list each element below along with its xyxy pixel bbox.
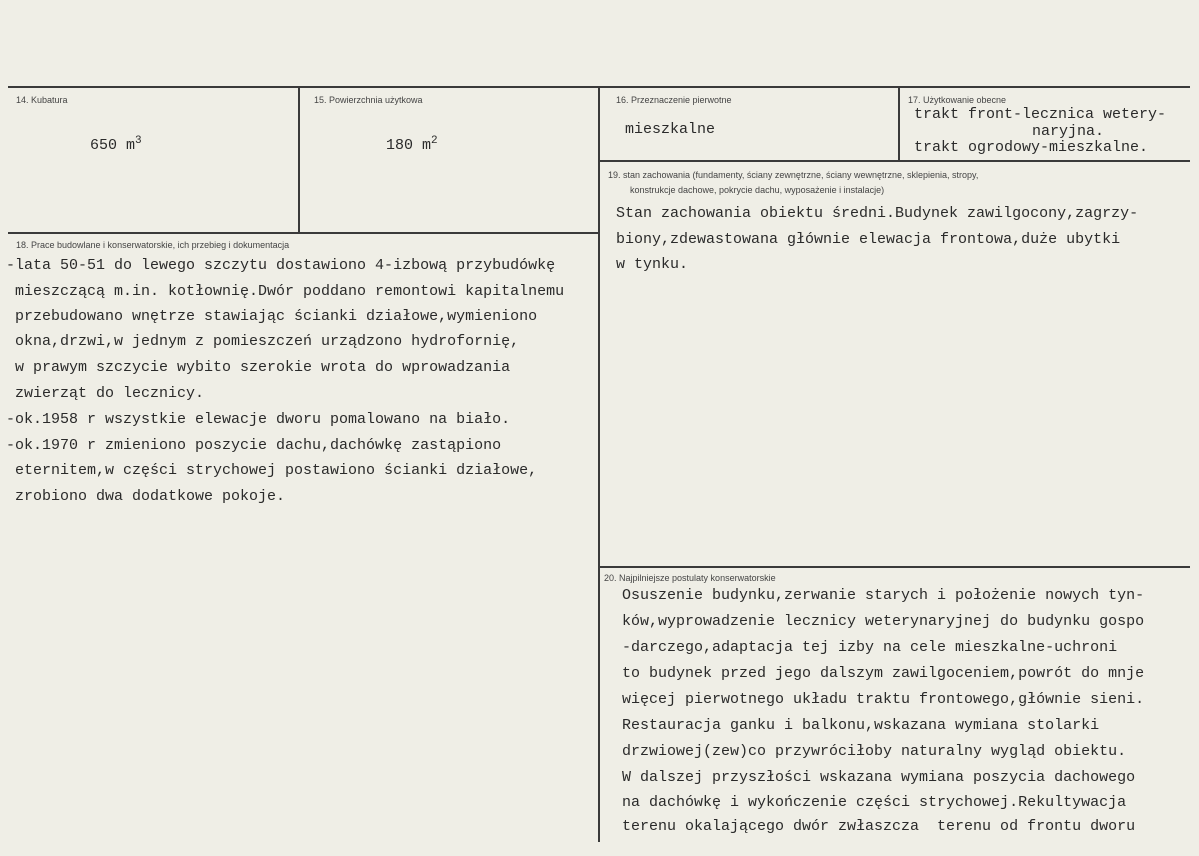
field-19-label-2: konstrukcje dachowe, pokrycie dachu, wyposażenie i instalacje) bbox=[630, 185, 885, 195]
field-20-line: więcej pierwotnego układu traktu frontowego,głównie sieni. bbox=[622, 691, 1145, 708]
field-16-label: 16. Przeznaczenie pierwotne bbox=[616, 95, 732, 105]
field-18-line: zrobiono dwa dodatkowe pokoje. bbox=[6, 488, 286, 505]
rule-under-16-17 bbox=[600, 160, 1190, 162]
area-unit-sup: 2 bbox=[431, 135, 438, 147]
divider-15-16 bbox=[598, 86, 600, 842]
divider-14-15 bbox=[298, 86, 300, 234]
field-16-value: mieszkalne bbox=[625, 121, 716, 138]
field-20-line: W dalszej przyszłości wskazana wymiana poszycia dachowego bbox=[622, 769, 1136, 786]
field-17-line-1: trakt front-lecznica wetery- bbox=[914, 106, 1167, 123]
field-19-line: w tynku. bbox=[616, 256, 689, 273]
area-value: 180 m bbox=[386, 137, 432, 154]
field-20-line: drzwiowej(zew)co przywróciłoby naturalny wygląd obiektu. bbox=[622, 743, 1127, 760]
divider-16-17 bbox=[898, 86, 900, 161]
field-17-line-3: trakt ogrodowy-mieszkalne. bbox=[914, 139, 1149, 156]
field-18-line: okna,drzwi,w jednym z pomieszczeń urządzono hydrofornię, bbox=[6, 333, 520, 350]
field-18-line: -ok.1970 r zmieniono poszycie dachu,dachówkę zastąpiono bbox=[6, 437, 502, 454]
field-18-line: zwierząt do lecznicy. bbox=[6, 385, 205, 402]
field-18-line: w prawym szczycie wybito szerokie wrota do wprowadzania bbox=[6, 359, 511, 376]
cubature-unit-sup: 3 bbox=[135, 135, 142, 147]
field-20-line: -darczego,adaptacja tej izby na cele mieszkalne-uchroni bbox=[622, 639, 1118, 656]
field-19-line: Stan zachowania obiektu średni.Budynek zawilgocony,zagrzy- bbox=[616, 205, 1139, 222]
field-15-label: 15. Powierzchnia użytkowa bbox=[314, 95, 423, 105]
field-18-label: 18. Prace budowlane i konserwatorskie, ich przebieg i dokumentacja bbox=[16, 240, 290, 250]
field-15-value bbox=[368, 118, 438, 154]
field-20-line: to budynek przed jego dalszym zawilgoceniem,powrót do mnje bbox=[622, 665, 1145, 682]
field-20-label: 20. Najpilniejsze postulaty konserwatorskie bbox=[604, 573, 776, 583]
field-18-line: -lata 50-51 do lewego szczytu dostawiono 4-izbową przybudówkę bbox=[6, 257, 556, 274]
rule-under-19 bbox=[600, 566, 1190, 568]
field-20-line: na dachówkę i wykończenie części strychowej.Rekultywacja bbox=[622, 794, 1127, 811]
cubature-value: 650 m bbox=[90, 137, 136, 154]
field-19-line: biony,zdewastowana głównie elewacja frontowa,duże ubytki bbox=[616, 231, 1121, 248]
field-20-line: ków,wyprowadzenie lecznicy weterynaryjnej do budynku gospo bbox=[622, 613, 1145, 630]
field-18-line: eternitem,w części strychowej postawiono ścianki działowe, bbox=[6, 462, 538, 479]
field-18-line: -ok.1958 r wszystkie elewacje dworu pomalowano na biało. bbox=[6, 411, 511, 428]
field-14-label: 14. Kubatura bbox=[16, 95, 68, 105]
field-20-line: terenu okalającego dwór zwłaszcza terenu od frontu dworu bbox=[622, 818, 1136, 835]
field-20-line: Restauracja ganku i balkonu,wskazana wymiana stolarki bbox=[622, 717, 1100, 734]
field-18-line: przebudowano wnętrze stawiając ścianki działowe,wymieniono bbox=[6, 308, 538, 325]
field-14-value bbox=[72, 118, 142, 154]
rule-under-14-15 bbox=[8, 232, 598, 234]
field-17-label: 17. Użytkowanie obecne bbox=[908, 95, 1007, 105]
field-19-label-1: 19. stan zachowania (fundamenty, ściany zewnętrzne, ściany wewnętrzne, sklepienia, stropy, bbox=[608, 170, 979, 180]
field-17-line-2: naryjna. bbox=[1032, 123, 1105, 140]
field-18-line: mieszczącą m.in. kotłownię.Dwór poddano remontowi kapitalnemu bbox=[6, 283, 565, 300]
field-20-line: Osuszenie budynku,zerwanie starych i położenie nowych tyn- bbox=[622, 587, 1145, 604]
